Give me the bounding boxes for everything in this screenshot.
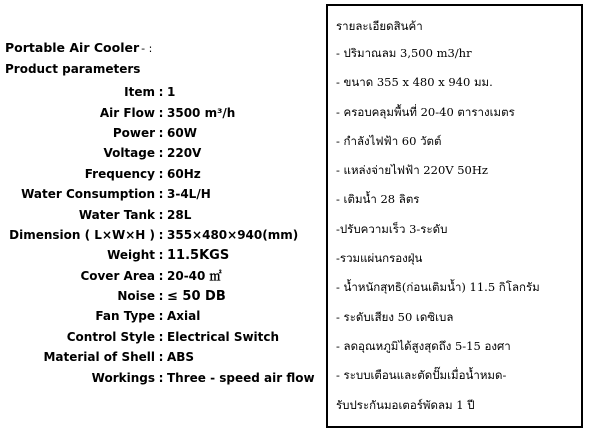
parameter-row bbox=[0, 327, 328, 347]
parameter-value: 60W bbox=[167, 125, 197, 140]
title-text: Portable Air Cooler bbox=[5, 40, 140, 55]
parameter-row bbox=[0, 204, 328, 224]
parameter-separator: : bbox=[158, 329, 164, 344]
parameter-label: Material of Shell bbox=[43, 350, 155, 365]
parameter-row bbox=[0, 225, 328, 245]
parameter-value: 28L bbox=[167, 207, 192, 222]
parameter-separator: : bbox=[158, 268, 164, 283]
doc-title bbox=[5, 40, 152, 55]
parameter-row bbox=[0, 286, 328, 306]
doc-subtitle: Product parameters bbox=[5, 62, 141, 76]
parameter-separator: : bbox=[158, 207, 164, 222]
thai-detail-line: - แหล่งจ่ายไฟฟ้า 220V 50Hz bbox=[336, 163, 488, 178]
parameter-label: Control Style bbox=[66, 329, 155, 344]
parameter-separator: : bbox=[158, 187, 164, 202]
parameter-row bbox=[0, 266, 328, 286]
parameter-separator: : bbox=[158, 166, 164, 181]
thai-detail-line: - ครอบคลุมพื้นที่ 20-40 ตารางเมตร bbox=[336, 104, 515, 119]
parameter-separator: : bbox=[158, 350, 164, 365]
parameter-value: 355×480×940(mm) bbox=[167, 227, 299, 242]
parameter-value: Electrical Switch bbox=[167, 329, 280, 344]
thai-detail-line: รับประกันมอเตอร์พัดลม 1 ปี bbox=[336, 397, 475, 412]
parameter-value: 1 bbox=[167, 85, 176, 100]
parameter-label: Frequency bbox=[84, 166, 155, 181]
parameter-row bbox=[0, 143, 328, 163]
parameter-label: Dimension ( L×W×H ) bbox=[9, 227, 155, 242]
parameter-label: Weight bbox=[107, 248, 155, 263]
thai-detail-line: - ขนาด 355 x 480 x 940 มม. bbox=[336, 75, 493, 90]
title-suffix: - : bbox=[141, 42, 153, 55]
parameter-value: 11.5KGS bbox=[167, 247, 230, 263]
parameter-label: Noise bbox=[117, 289, 155, 304]
parameter-separator: : bbox=[158, 309, 164, 324]
parameter-label: Voltage bbox=[103, 146, 155, 161]
thai-detail-line: -ปรับความเร็ว 3-ระดับ bbox=[336, 221, 448, 236]
parameter-row bbox=[0, 164, 328, 184]
parameter-separator: : bbox=[158, 248, 164, 263]
parameter-value: Axial bbox=[167, 309, 201, 324]
parameter-separator: : bbox=[158, 289, 164, 304]
parameter-value: 60Hz bbox=[167, 166, 201, 181]
parameter-value: ABS bbox=[167, 350, 195, 365]
thai-detail-line: - ลดอุณหภูมิได้สูงสุดถึง 5-15 องศา bbox=[336, 338, 511, 353]
parameter-value: 220V bbox=[167, 146, 202, 161]
parameter-value: Three - speed air flow bbox=[167, 370, 315, 385]
parameter-value: ≤ 50 DB bbox=[167, 288, 226, 304]
parameter-row bbox=[0, 367, 328, 387]
parameter-separator: : bbox=[158, 227, 164, 242]
parameter-separator: : bbox=[158, 105, 164, 120]
thai-heading: รายละเอียดสินค้า bbox=[336, 19, 423, 33]
parameter-value: 3500 m³/h bbox=[167, 105, 236, 120]
parameter-row bbox=[0, 82, 328, 102]
parameter-row bbox=[0, 306, 328, 326]
thai-detail-line: - กำลังไฟฟ้า 60 วัตต์ bbox=[336, 133, 442, 148]
parameter-label: Cover Area bbox=[80, 268, 155, 283]
parameter-value: 20-40 ㎡ bbox=[167, 269, 222, 284]
parameter-row bbox=[0, 123, 328, 143]
parameter-label: Water Tank bbox=[78, 207, 155, 222]
parameter-label: Workings bbox=[91, 370, 155, 385]
parameter-row bbox=[0, 347, 328, 367]
parameter-value: 3-4L/H bbox=[167, 187, 211, 202]
parameter-separator: : bbox=[158, 85, 164, 100]
parameter-separator: : bbox=[158, 146, 164, 161]
thai-detail-line: - ระดับเสียง 50 เดซิเบล bbox=[336, 309, 454, 324]
parameter-label: Air Flow bbox=[99, 105, 155, 120]
thai-detail-line: - ระบบเตือนและตัดปั๊มเมื่อน้ำหมด- bbox=[336, 368, 507, 383]
parameter-row bbox=[0, 184, 328, 204]
parameter-label: Water Consumption bbox=[21, 187, 155, 202]
thai-detail-line: - เติมน้ำ 28 ลิตร bbox=[336, 192, 420, 207]
thai-detail-line: - ปริมาณลม 3,500 m3/hr bbox=[336, 46, 472, 60]
parameter-row bbox=[0, 102, 328, 122]
thai-detail-line: -รวมแผ่นกรองฝุ่น bbox=[336, 251, 423, 266]
parameters-list bbox=[0, 82, 328, 388]
parameter-label: Fan Type bbox=[95, 309, 155, 324]
thai-detail-line: - น้ำหนักสุทธิ(ก่อนเติมน้ำ) 11.5 กิโลกรัม bbox=[336, 280, 540, 295]
parameter-separator: : bbox=[158, 125, 164, 140]
parameter-separator: : bbox=[158, 370, 164, 385]
parameter-row bbox=[0, 245, 328, 265]
parameter-label: Item bbox=[124, 85, 155, 100]
thai-details-box bbox=[326, 4, 583, 428]
parameter-label: Power bbox=[112, 125, 155, 140]
